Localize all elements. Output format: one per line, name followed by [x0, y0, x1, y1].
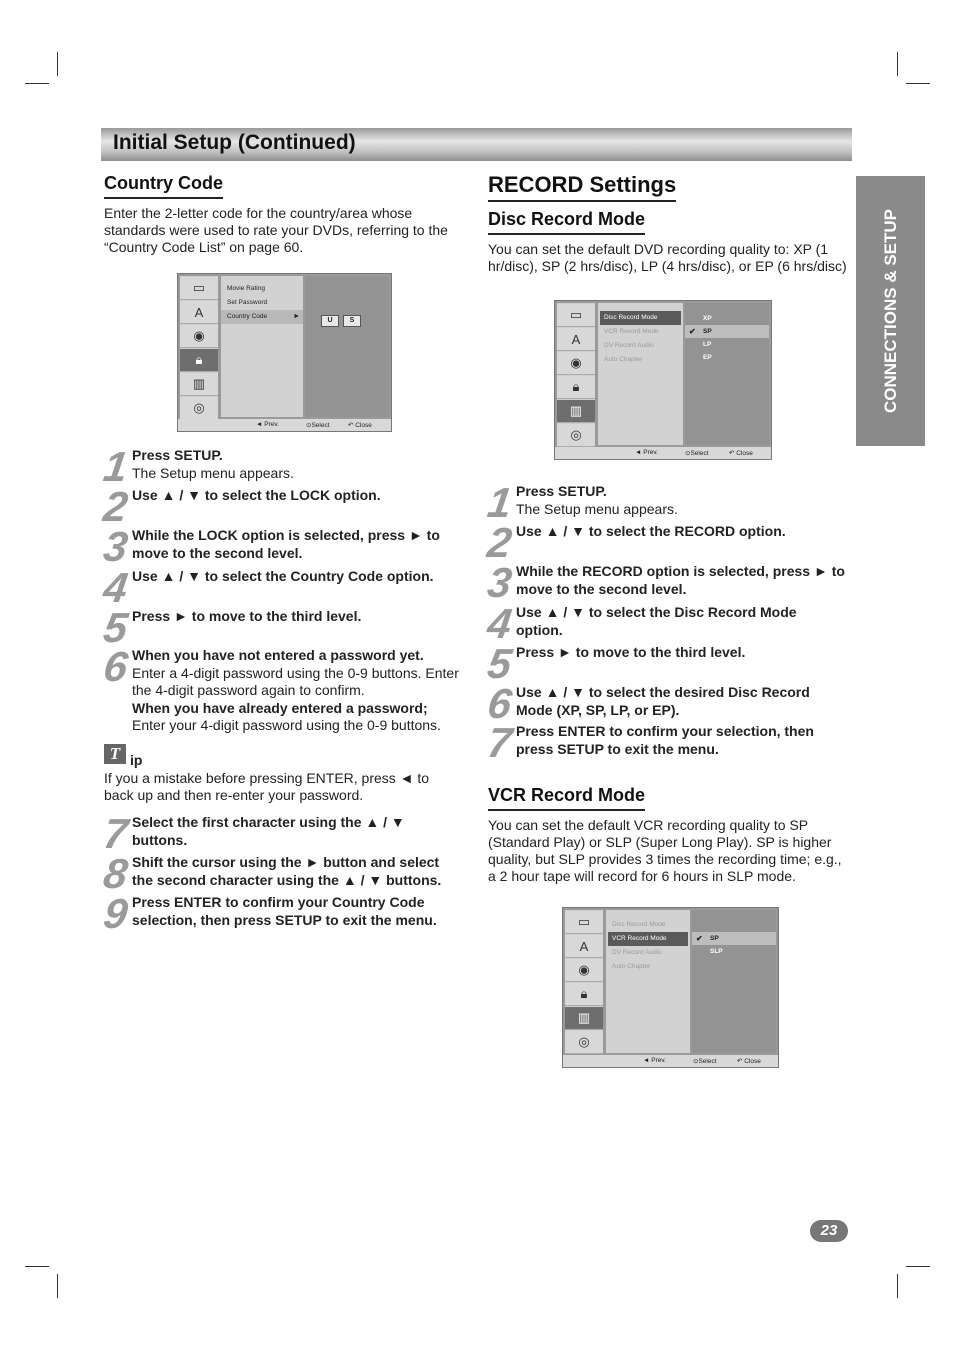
menu-options-column — [606, 910, 690, 1053]
country-letter-2: S — [343, 315, 361, 327]
page-title: Initial Setup (Continued) — [113, 131, 356, 154]
select-hint: ⊙Select — [685, 450, 709, 457]
country-code-heading: Country Code — [104, 173, 223, 199]
check-icon: ✔ — [696, 934, 703, 943]
disc-icon: ◎ — [180, 397, 218, 420]
menu-options-column — [598, 303, 683, 445]
disc-record-intro: You can set the default DVD recording quality to: XP (1 hr/disc), SP (2 hrs/disc), LP (4 hrs/disc), or EP (6 hrs/disc) — [488, 241, 847, 274]
menu-option: Disc Record Mode — [612, 921, 666, 928]
page-number: 23 — [810, 1220, 848, 1242]
record-icon: ▥ — [180, 373, 218, 396]
value-option: XP — [703, 315, 712, 322]
menu-footer — [555, 447, 771, 459]
step-7: 7 Select the first character using the ▲ / ▼ buttons. — [100, 810, 405, 857]
value-option-selected: ✔ SP — [692, 932, 776, 945]
disc-icon: ◎ — [557, 424, 595, 447]
menu-values-column — [692, 910, 776, 1053]
step-8: 8 Shift the cursor using the ► button and select the second character using the ▲ / ▼ buttons. — [100, 850, 442, 897]
tv-icon: ▭ — [557, 304, 595, 327]
menu-option: Auto Chapter — [612, 963, 651, 970]
disc-step-7: 7 Press ENTER to confirm your selection, then press SETUP to exit the menu. — [484, 719, 814, 766]
menu-option: Auto Chapter — [604, 356, 643, 363]
audio-icon: ◉ — [565, 959, 603, 982]
step-6: 6 When you have not entered a password yet. Enter a 4-digit password using the 0-9 buttons. Enter the 4-digit password again to confirm. When you have already entered a password; Enter your 4-digit password using the 0-9 buttons. — [100, 643, 459, 733]
menu-icon-column — [565, 910, 603, 1053]
disc-step-6: 6 Use ▲ / ▼ to select the desired Disc Record Mode (XP, SP, LP, or EP). — [484, 680, 810, 727]
country-code-menu-screen — [177, 273, 392, 432]
record-settings-heading: RECORD Settings — [488, 172, 676, 202]
close-hint: ↶ Close — [348, 422, 372, 429]
disc-step-1: 1 Press SETUP. The Setup menu appears. — [484, 479, 678, 526]
tip-text: If you a mistake before pressing ENTER, press ◄ to back up and then re-enter your password. — [104, 770, 430, 803]
menu-options-column — [221, 276, 303, 417]
check-icon: ✔ — [689, 327, 696, 336]
close-hint: ↶ Close — [737, 1058, 761, 1065]
tip-label: ip — [130, 752, 143, 768]
menu-option: Movie Rating — [227, 285, 265, 292]
disc-step-3: 3 While the RECORD option is selected, press ► to move to the second level. — [484, 559, 845, 606]
lock-icon: 🔒︎ — [557, 376, 595, 399]
value-option: EP — [703, 354, 712, 361]
prev-hint: ◄ Prev. — [643, 1057, 666, 1064]
disc-icon: ◎ — [565, 1031, 603, 1054]
prev-hint: ◄ Prev. — [635, 449, 658, 456]
disc-step-5: 5 Press ► to move to the third level. — [484, 640, 746, 687]
select-hint: ⊙Select — [306, 422, 330, 429]
disc-record-heading: Disc Record Mode — [488, 209, 645, 235]
step-2: 2 Use ▲ / ▼ to select the LOCK option. — [100, 483, 381, 530]
menu-icon-column — [557, 303, 595, 445]
step-3: 3 While the LOCK option is selected, press ► to move to the second level. — [100, 523, 440, 570]
page-title-bar — [101, 128, 852, 161]
vcr-record-intro: You can set the default VCR recording quality to SP (Standard Play) or SLP (Super Long Play). SP is higher quality, but SLP provides 3 times the recording time; e.g., a 2 hour tape will record for 6 hours in SLP mode. — [488, 817, 842, 884]
audio-icon: ◉ — [180, 325, 218, 348]
value-option: SLP — [710, 948, 723, 955]
value-option: LP — [703, 341, 712, 348]
menu-option: VCR Record Mode — [604, 328, 659, 335]
tv-icon: ▭ — [180, 277, 218, 300]
menu-values-column — [305, 276, 389, 417]
step-5: 5 Press ► to move to the third level. — [100, 604, 362, 651]
menu-option-selected: Disc Record Mode — [600, 311, 681, 325]
vcr-record-heading: VCR Record Mode — [488, 785, 645, 811]
step-4: 4 Use ▲ / ▼ to select the Country Code option. — [100, 564, 434, 611]
tv-icon: ▭ — [565, 911, 603, 934]
disc-step-2: 2 Use ▲ / ▼ to select the RECORD option. — [484, 519, 786, 566]
select-hint: ⊙Select — [693, 1058, 717, 1065]
menu-option: DV Record Audio — [604, 342, 654, 349]
menu-option: DV Record Audio — [612, 949, 662, 956]
lock-icon: 🔒︎ — [565, 983, 603, 1006]
record-icon: ▥ — [557, 400, 595, 423]
side-tab-label: CONNECTIONS & SETUP — [880, 208, 900, 414]
disc-record-menu-screen — [554, 300, 772, 460]
menu-option: Set Password — [227, 299, 268, 306]
language-icon: A — [557, 328, 595, 351]
step-1: 1 Press SETUP. The Setup menu appears. — [100, 443, 294, 490]
step-9: 9 Press ENTER to confirm your Country Code selection, then press SETUP to exit the menu. — [100, 890, 437, 937]
menu-footer — [178, 419, 391, 431]
menu-icon-column — [180, 276, 218, 417]
vcr-record-menu-screen — [562, 907, 779, 1068]
disc-step-4: 4 Use ▲ / ▼ to select the Disc Record Mode option. — [484, 600, 797, 647]
menu-footer — [563, 1055, 778, 1067]
language-icon: A — [565, 935, 603, 958]
menu-option-selected: Country Code ► — [221, 310, 303, 324]
section-side-tab — [856, 176, 925, 446]
menu-values-column — [685, 303, 769, 445]
record-icon: ▥ — [565, 1007, 603, 1030]
audio-icon: ◉ — [557, 352, 595, 375]
country-letter-1: U — [321, 315, 339, 327]
menu-option-selected: VCR Record Mode — [608, 932, 688, 946]
lock-icon: 🔒︎ — [180, 349, 218, 372]
language-icon: A — [180, 301, 218, 324]
prev-hint: ◄ Prev. — [256, 421, 279, 428]
country-code-intro: Enter the 2-letter code for the country/area whose standards were used to rate your DVDs, referring to the “Country Code List” on page 60. — [104, 205, 448, 255]
value-option-selected: ✔ SP — [685, 325, 769, 338]
tip-icon: T — [104, 744, 126, 764]
close-hint: ↶ Close — [729, 450, 753, 457]
